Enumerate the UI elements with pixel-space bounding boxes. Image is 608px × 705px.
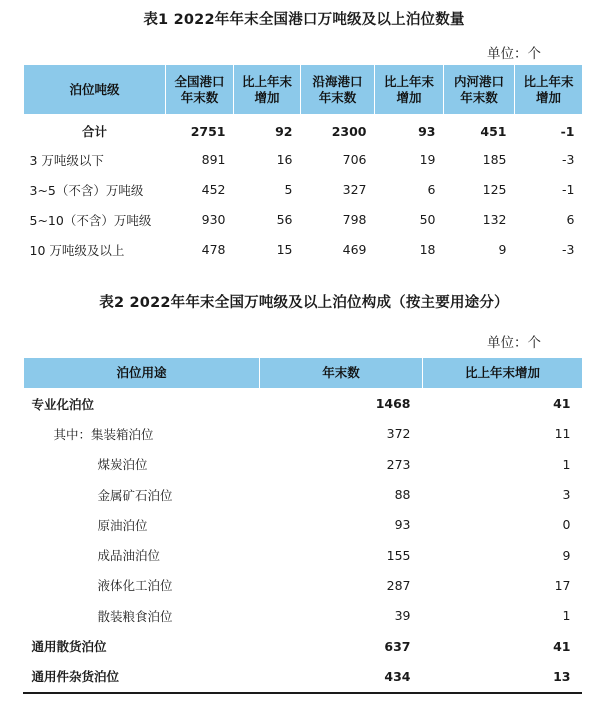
cell-value: 273 — [386, 456, 411, 472]
col-header-purpose: 泊位用途 — [24, 358, 260, 389]
berth-purpose-table — [23, 357, 583, 691]
cell-value: -3 — [562, 242, 575, 257]
cell-value: 6 — [566, 212, 575, 227]
cell-value: 41 — [553, 638, 571, 654]
table-row — [24, 175, 583, 205]
table-row — [24, 601, 583, 631]
cell-value: 93 — [394, 517, 411, 533]
cell-value: 92 — [275, 123, 293, 139]
row-label: 原油泊位 — [97, 517, 148, 533]
cell-value: 93 — [418, 123, 436, 139]
row-label: 10 万吨级及以上 — [29, 242, 125, 258]
cell-value: 56 — [276, 212, 293, 227]
cell-value: -1 — [562, 182, 575, 197]
cell-value: -1 — [560, 123, 575, 139]
col-header-inland-year-end: 内河港口 年末数 — [444, 65, 515, 115]
table2-title: 表2 2022年年末全国万吨级及以上泊位构成（按主要用途分） — [99, 295, 509, 311]
cell-value: 9 — [498, 242, 507, 257]
cell-value: 706 — [342, 152, 367, 167]
cell-value: 1468 — [375, 396, 411, 412]
table-row — [24, 631, 583, 661]
cell-value: 88 — [394, 487, 411, 503]
row-label: 散装粮食泊位 — [97, 608, 173, 624]
cell-value: 41 — [553, 396, 571, 412]
cell-value: 6 — [427, 182, 436, 197]
cell-value: 15 — [276, 242, 293, 257]
table2-header-row — [24, 358, 583, 389]
row-label: 5~10（不含）万吨级 — [29, 212, 152, 228]
cell-value: 478 — [201, 242, 226, 257]
cell-value: 1 — [562, 456, 571, 472]
cell-value: 637 — [384, 638, 411, 654]
berth-tonnage-table — [23, 64, 583, 265]
cell-value: 155 — [386, 547, 411, 563]
row-label: 液体化工泊位 — [97, 578, 173, 594]
col-header-increase: 比上年末增加 — [423, 358, 583, 389]
cell-value: 891 — [201, 152, 226, 167]
table-row — [24, 570, 583, 600]
table-row — [24, 419, 583, 449]
table1-unit: 单位：个 — [487, 46, 541, 62]
table-row — [24, 115, 583, 145]
cell-value: 17 — [554, 577, 571, 593]
col-header-national-year-end: 全国港口 年末数 — [166, 65, 234, 115]
cell-value: 50 — [419, 212, 436, 227]
cell-value: 2300 — [331, 123, 367, 139]
cell-value: 287 — [386, 577, 411, 593]
table2-bottom-rule — [23, 692, 582, 694]
row-label: 金属矿石泊位 — [97, 487, 173, 503]
cell-value: 0 — [562, 517, 571, 533]
cell-value: 185 — [482, 152, 507, 167]
cell-value: 16 — [276, 152, 293, 167]
table-row — [24, 235, 583, 265]
table1-header-row — [24, 65, 583, 115]
table-row — [24, 540, 583, 570]
cell-value: 1 — [562, 608, 571, 624]
table-row — [24, 205, 583, 235]
row-label: 通用件杂货泊位 — [31, 669, 120, 685]
col-header-coastal-increase: 比上年末 增加 — [375, 65, 444, 115]
cell-value: 930 — [201, 212, 226, 227]
table1-title: 表1 2022年年末全国港口万吨级及以上泊位数量 — [143, 12, 465, 28]
table-row — [24, 479, 583, 509]
cell-value: 11 — [554, 426, 571, 442]
cell-value: 469 — [342, 242, 367, 257]
cell-value: -3 — [562, 152, 575, 167]
row-label: 专业化泊位 — [31, 396, 95, 412]
col-header-tonnage: 泊位吨级 — [24, 65, 166, 115]
col-header-inland-increase: 比上年末 增加 — [515, 65, 583, 115]
cell-value: 451 — [480, 123, 507, 139]
row-label: 3 万吨级以下 — [29, 152, 104, 168]
col-header-national-increase: 比上年末 增加 — [234, 65, 301, 115]
cell-value: 19 — [419, 152, 436, 167]
cell-value: 434 — [384, 668, 411, 684]
row-label: 其中：集装箱泊位 — [53, 426, 154, 442]
cell-value: 2751 — [190, 123, 226, 139]
row-label: 成品油泊位 — [97, 548, 161, 564]
table2-unit: 单位：个 — [487, 335, 541, 351]
cell-value: 132 — [482, 212, 507, 227]
row-label: 合计 — [81, 124, 107, 140]
col-header-year-end: 年末数 — [260, 358, 423, 389]
row-label: 煤炭泊位 — [97, 457, 148, 473]
table-row — [24, 389, 583, 419]
cell-value: 18 — [419, 242, 436, 257]
cell-value: 327 — [342, 182, 367, 197]
row-label: 3~5（不含）万吨级 — [29, 182, 144, 198]
cell-value: 125 — [482, 182, 507, 197]
cell-value: 39 — [394, 608, 411, 624]
cell-value: 3 — [562, 487, 571, 503]
row-label: 通用散货泊位 — [31, 639, 107, 655]
cell-value: 13 — [553, 668, 571, 684]
table-row — [24, 661, 583, 691]
cell-value: 372 — [386, 426, 411, 442]
table-row — [24, 510, 583, 540]
table-row — [24, 449, 583, 479]
cell-value: 452 — [201, 182, 226, 197]
cell-value: 9 — [562, 547, 571, 563]
col-header-coastal-year-end: 沿海港口 年末数 — [301, 65, 375, 115]
cell-value: 798 — [342, 212, 367, 227]
table-row — [24, 145, 583, 175]
cell-value: 5 — [284, 182, 293, 197]
